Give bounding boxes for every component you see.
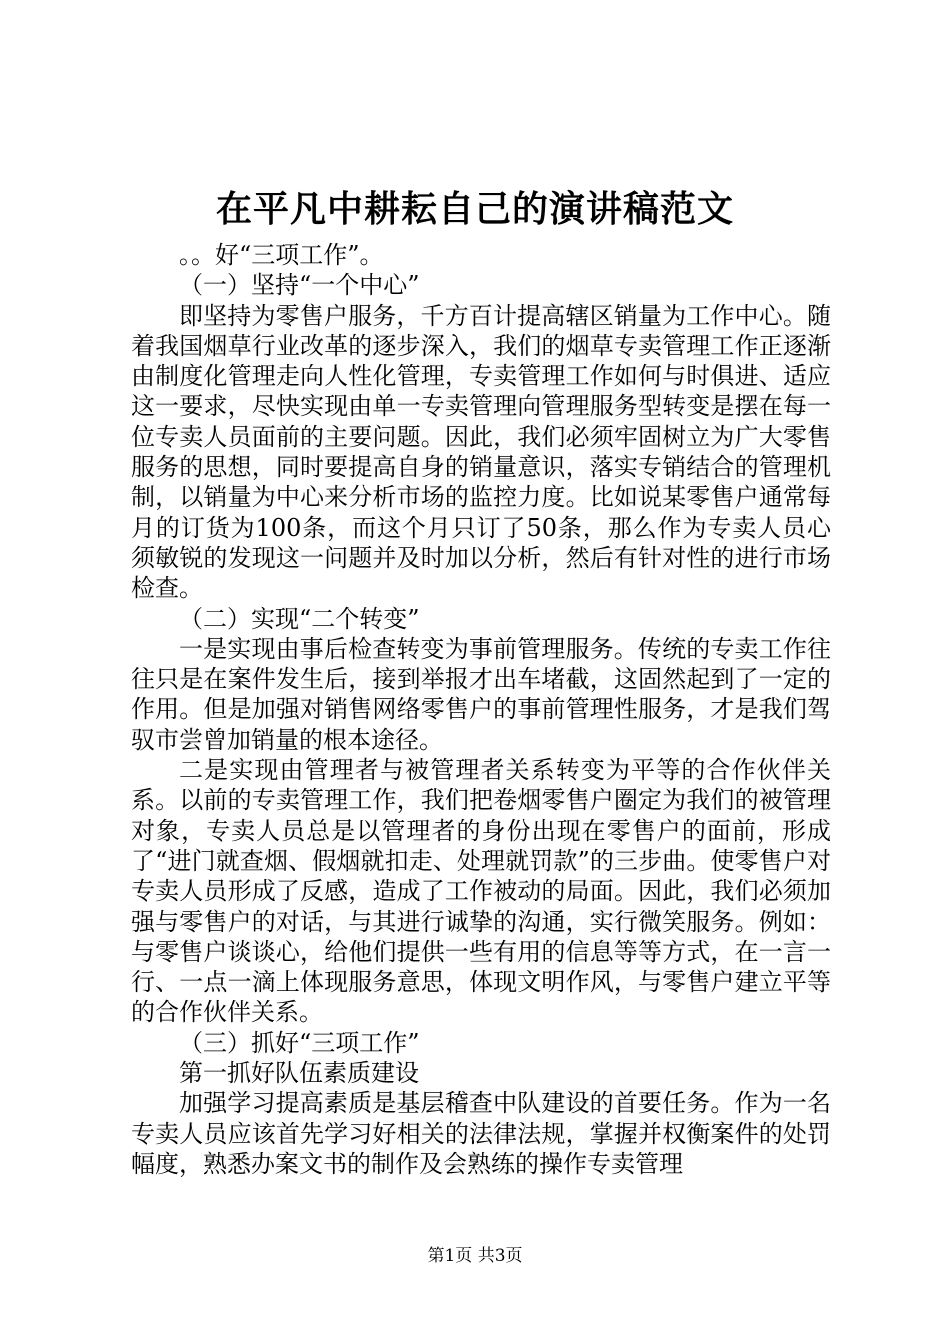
heading-two-changes: （二）实现“二个转变”: [179, 604, 420, 633]
paragraph-change-two: 二是实现由管理者与被管理者关系转变为平等的合作伙伴关系。以前的专卖管理工作，我们把卷烟零售户圈定为我们的被管理对象，专卖人员总是以管理者的身份出现在零售户的面前，形成了“进门就查烟、假烟就扣走、处理就罚款”的三步曲。使零售户对专卖人员形成了反感，造成了工作被动的局面。因此，我们必须加强与零售户的对话，与其进行诚挚的沟通，实行微笑服务。例如：与零售户谈谈心，给他们提供一些有用的信息等等方式，在一言一行、一点一滴上体现服务意思，体现文明作风，与零售户建立平等的合作伙伴关系。: [131, 756, 831, 1027]
subheading-team-quality: 第一抓好队伍素质建设: [179, 1059, 419, 1088]
heading-three-tasks: （三）抓好“三项工作”: [179, 1028, 420, 1057]
heading-one-center: （一）坚持“一个中心”: [179, 271, 420, 300]
paragraph-team-quality: 加强学习提高素质是基层稽查中队建设的首要任务。作为一名专卖人员应该首先学习好相关的法律法规，掌握并权衡案件的处罚幅度，熟悉办案文书的制作及会熟练的操作专卖管理: [131, 1089, 831, 1178]
page-footer: 第1页 共3页: [427, 1246, 523, 1266]
paragraph-one-center: 即坚持为零售户服务，千方百计提高辖区销量为工作中心。随着我国烟草行业改革的逐步深入，我们的烟草专卖管理工作正逐渐由制度化管理走向人性化管理，专卖管理工作如何与时俱进、适应这一要求，尽快实现由单一专卖管理向管理服务型转变是摆在每一位专卖人员面前的主要问题。因此，我们必须牢固树立为广大零售服务的思想，同时要提高自身的销量意识，落实专销结合的管理机制，以销量为中心来分析市场的监控力度。比如说某零售户通常每月的订货为100条，而这个月只订了50条，那么作为专卖人员心须敏锐的发现这一问题并及时加以分析，然后有针对性的进行市场检查。: [131, 301, 831, 603]
document-body: [131, 240, 831, 1179]
paragraph-intro: 。。好“三项工作”。: [179, 241, 384, 269]
paragraph-change-one: 一是实现由事后检查转变为事前管理服务。传统的专卖工作往往只是在案件发生后，接到举报才出车堵截，这固然起到了一定的作用。但是加强对销售网络零售户的事前管理性服务，才是我们驾驭市尝曾加销量的根本途径。: [131, 634, 831, 754]
document-title: 在平凡中耕耘自己的演讲稿范文: [215, 188, 734, 230]
